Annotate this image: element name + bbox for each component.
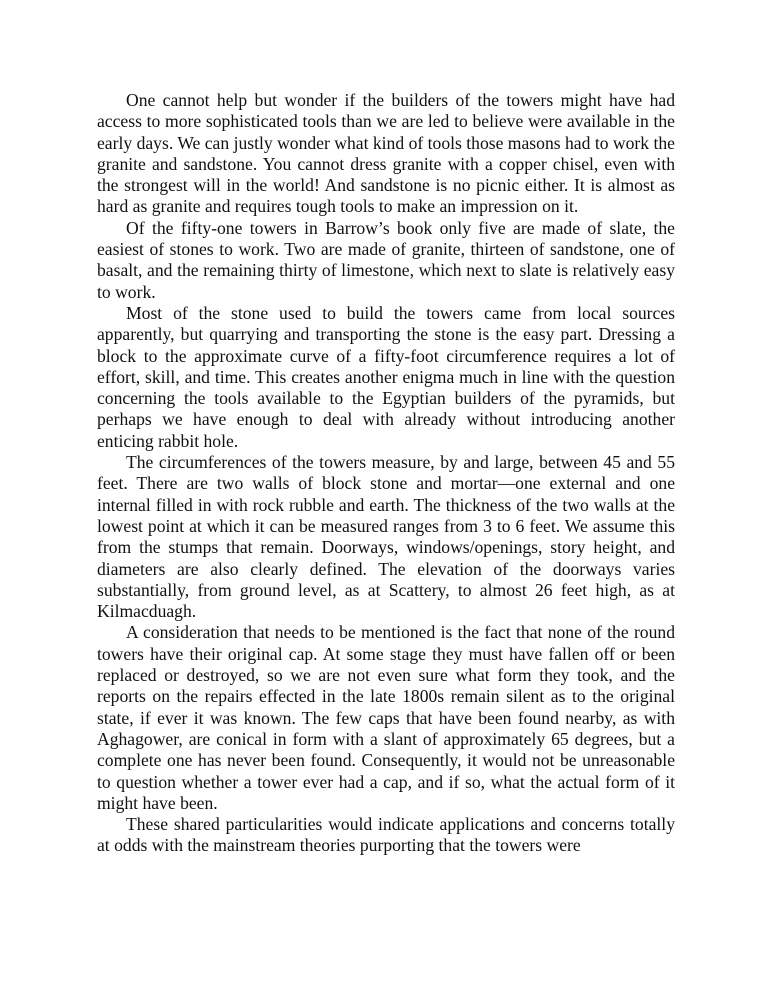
page-body <box>97 90 675 857</box>
paragraph-6: These shared particularities would indicate applications and concerns totally at odds with the mainstream theories purporting that the towers were <box>97 814 675 856</box>
paragraph-5: A consideration that needs to be mentioned is the fact that none of the round towers have their original cap. At some stage they must have fallen off or been replaced or destroyed, so we are not even sure what form they took, and the reports on the repairs effected in the late 1800s remain silent as to the original state, if ever it was known. The few caps that have been found nearby, as with Aghagower, are conical in form with a slant of approximately 65 degrees, but a complete one has never been found. Consequently, it would not be unreasonable to question whether a tower ever had a cap, and if so, what the actual form of it might have been. <box>97 622 675 813</box>
paragraph-1: One cannot help but wonder if the builders of the towers might have had access to more sophisticated tools than we are led to believe were available in the early days. We can justly wonder what kind of tools those masons had to work the granite and sandstone. You cannot dress granite with a copper chisel, even with the strongest will in the world! And sandstone is no picnic either. It is almost as hard as granite and requires tough tools to make an impression on it. <box>97 90 675 217</box>
paragraph-3: Most of the stone used to build the towers came from local sources apparently, but quarrying and transporting the stone is the easy part. Dressing a block to the approximate curve of a fifty-foot circumference requires a lot of effort, skill, and time. This creates another enigma much in line with the question concerning the tools available to the Egyptian builders of the pyramids, but perhaps we have enough to deal with already without introducing another enticing rabbit hole. <box>97 302 675 451</box>
paragraph-2: Of the fifty-one towers in Barrow’s book only five are made of slate, the easiest of stones to work. Two are made of granite, thirteen of sandstone, one of basalt, and the remaining thirty of limestone, which next to slate is relatively easy to work. <box>97 217 675 302</box>
paragraph-4: The circumferences of the towers measure, by and large, between 45 and 55 feet. There are two walls of block stone and mortar—one external and one internal filled in with rock rubble and earth. The thickness of the two walls at the lowest point at which it can be measured ranges from 3 to 6 feet. We assume this from the stumps that remain. Doorways, windows/openings, story height, and diameters are also clearly defined. The elevation of the doorways varies substantially, from ground level, as at Scattery, to almost 26 feet high, as at Kilmacduagh. <box>97 452 675 622</box>
